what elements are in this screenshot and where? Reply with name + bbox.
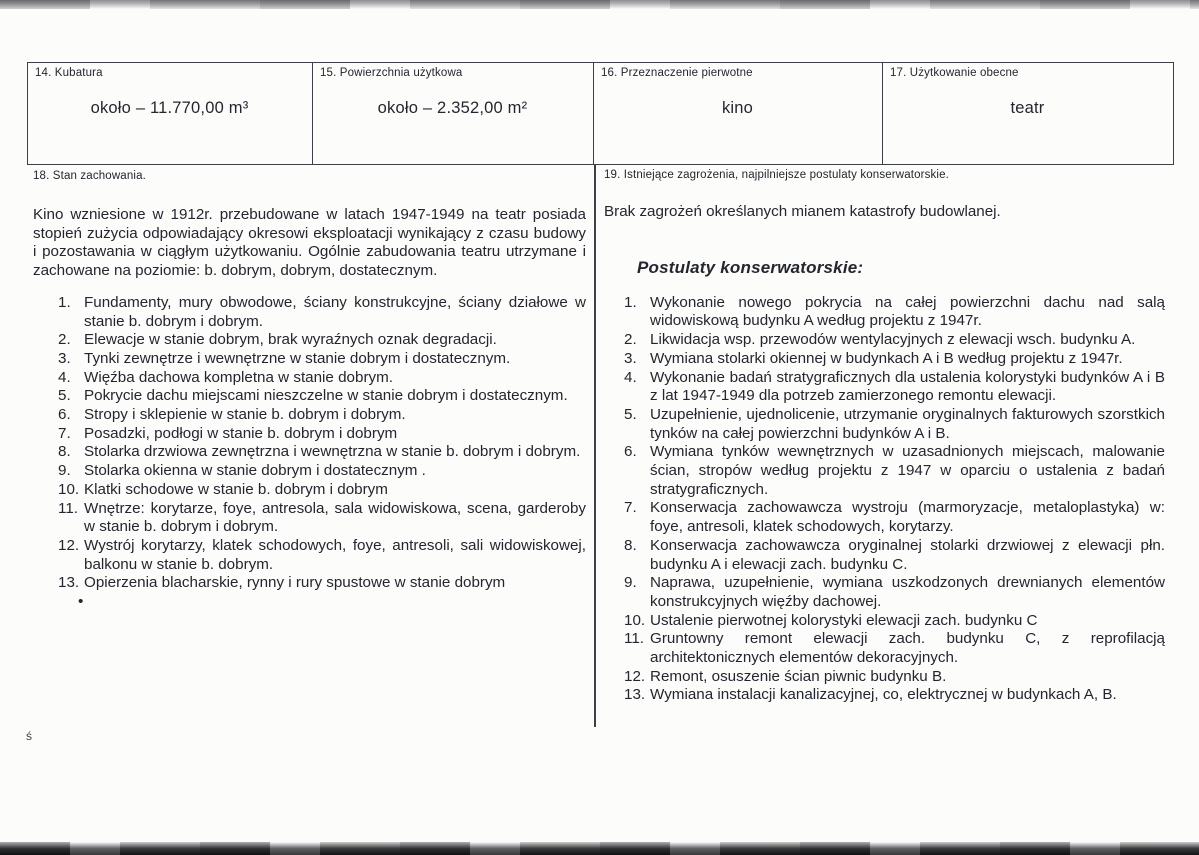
field-value-kubatura: około – 11.770,00 m³ — [90, 99, 249, 117]
section-18-label: 18. Stan zachowania. — [33, 170, 146, 182]
section-19-column — [604, 169, 1165, 705]
postulates-list — [624, 294, 1165, 705]
list-item: Stolarka okienna w stanie dobrym i dostatecznym . — [84, 462, 426, 480]
scan-edge-bottom — [0, 842, 1199, 855]
list-item: Gruntowny remont elewacji zach. budynku C, z reprofilacją architektonicznych elementów dekoracyjnych. — [650, 630, 1165, 667]
top-fields-table — [27, 62, 1174, 165]
list-item: Fundamenty, mury obwodowe, ściany konstrukcyjne, ściany działowe w stanie b. dobrym i dobrym. — [84, 293, 586, 330]
scan-edge-top — [0, 0, 1199, 9]
list-item: Stropy i sklepienie w stanie b. dobrym i dobrym. — [84, 406, 406, 424]
condition-list — [58, 294, 586, 593]
list-item: Opierzenia blacharskie, rynny i rury spustowe w stanie dobrym — [84, 574, 506, 592]
field-cell-uzytkowanie — [883, 63, 1173, 164]
list-item: Wymiana stolarki okiennej w budynkach A i B według projektu z 1947r. — [650, 349, 1123, 367]
list-item: Konserwacja zachowawcza wystroju (marmoryzacje, metaloplastyka) w: foye, antresoli, klatek schodowych, korytarzy. — [650, 499, 1165, 536]
field-cell-powierzchnia — [313, 63, 594, 164]
list-item: Tynki zewnętrze i wewnętrzne w stanie dobrym i dostatecznym. — [84, 349, 511, 367]
field-label-kubatura: 14. Kubatura — [35, 67, 103, 79]
list-item: Remont, osuszenie ścian piwnic budynku B. — [650, 667, 947, 685]
threats-intro-paragraph: Brak zagrożeń określanych mianem katastrofy budowlanej. — [604, 203, 1001, 220]
list-item: Wnętrze: korytarze, foye, antresola, sala widowiskowa, scena, garderoby w stanie b. dobrym i dobrym. — [84, 499, 586, 536]
field-value-przeznaczenie: kino — [721, 99, 754, 117]
list-item: Konserwacja zachowawcza oryginalnej stolarki drzwiowej z elewacji płn. budynku A i elewacji zach. budynku C. — [650, 536, 1165, 573]
field-value-uzytkowanie: teatr — [1010, 99, 1045, 117]
list-item: Wykonanie badań stratygraficznych dla ustalenia kolorystyki budynków A i B z lat 1947-1949 dla potrzeb zamierzonego remontu elewacji. — [650, 368, 1165, 405]
list-item: Wymiana instalacji kanalizacyjnej, co, elektrycznej w budynkach A, B. — [650, 686, 1117, 704]
list-item: Klatki schodowe w stanie b. dobrym i dobrym — [84, 480, 388, 498]
field-cell-kubatura — [28, 63, 313, 164]
field-cell-przeznaczenie — [594, 63, 883, 164]
stray-pen-mark: ś — [26, 729, 32, 743]
list-item: Stolarka drzwiowa zewnętrzna i wewnętrzna w stanie b. dobrym i dobrym. — [84, 443, 581, 461]
list-item: Więźba dachowa kompletna w stanie dobrym. — [84, 368, 393, 386]
list-item: Likwidacja wsp. przewodów wentylacyjnych z elewacji wsch. budynku A. — [650, 331, 1136, 349]
section-18-column — [33, 170, 586, 612]
list-item: Elewacje w stanie dobrym, brak wyraźnych oznak degradacji. — [84, 331, 497, 349]
field-label-uzytkowanie: 17. Użytkowanie obecne — [890, 67, 1019, 79]
list-item: Wykonanie nowego pokrycia na całej powierzchni dachu nad salą widowiskową budynku A według projektu z 1947r. — [650, 293, 1165, 330]
list-item: Uzupełnienie, ujednolicenie, utrzymanie oryginalnych fakturowych szorstkich tynków na całej powierzchni budynków A i B. — [650, 405, 1165, 442]
field-value-powierzchnia: około – 2.352,00 m² — [377, 99, 528, 117]
section-divider-line — [594, 164, 596, 727]
field-label-powierzchnia: 15. Powierzchnia użytkowa — [320, 67, 463, 79]
section-19-label: 19. Istniejące zagrożenia, najpilniejsze postulaty konserwatorskie. — [604, 169, 950, 181]
list-item: Pokrycie dachu miejscami nieszczelne w stanie dobrym i dostatecznym. — [84, 387, 568, 405]
trailing-bullet: • — [78, 593, 84, 611]
list-item: Ustalenie pierwotnej kolorystyki elewacji zach. budynku C — [650, 611, 1038, 629]
field-label-przeznaczenie: 16. Przeznaczenie pierwotne — [601, 67, 753, 79]
list-item: Wystrój korytarzy, klatek schodowych, foye, antresoli, sali widowiskowej, balkonu w stanie b. dobrym. — [84, 536, 586, 573]
list-item: Naprawa, uzupełnienie, wymiana uszkodzonych drewnianych elementów konstrukcyjnych więźby dachowej. — [650, 574, 1165, 610]
postulaty-heading: Postulaty konserwatorskie: — [637, 257, 864, 277]
list-item: Posadzki, podłogi w stanie b. dobrym i dobrym — [84, 424, 398, 442]
list-item: Wymiana tynków wewnętrznych w uzasadnionych miejscach, malowanie ścian, stropów według projektu z 1947 w oparciu o ustalenia z badań stratygraficznych. — [650, 443, 1165, 498]
condition-intro-paragraph: Kino wzniesione w 1912r. przebudowane w latach 1947-1949 na teatr posiada stopień zużycia odpowiadający okresowi eksploatacji wynikający z czasu budowy i pozostawania w ciągłym użytkowaniu. Ogólnie zabudowania teatru utrzymane i zachowane na poziomie: b. dobrym, dobrym, dostatecznym. — [33, 206, 586, 280]
